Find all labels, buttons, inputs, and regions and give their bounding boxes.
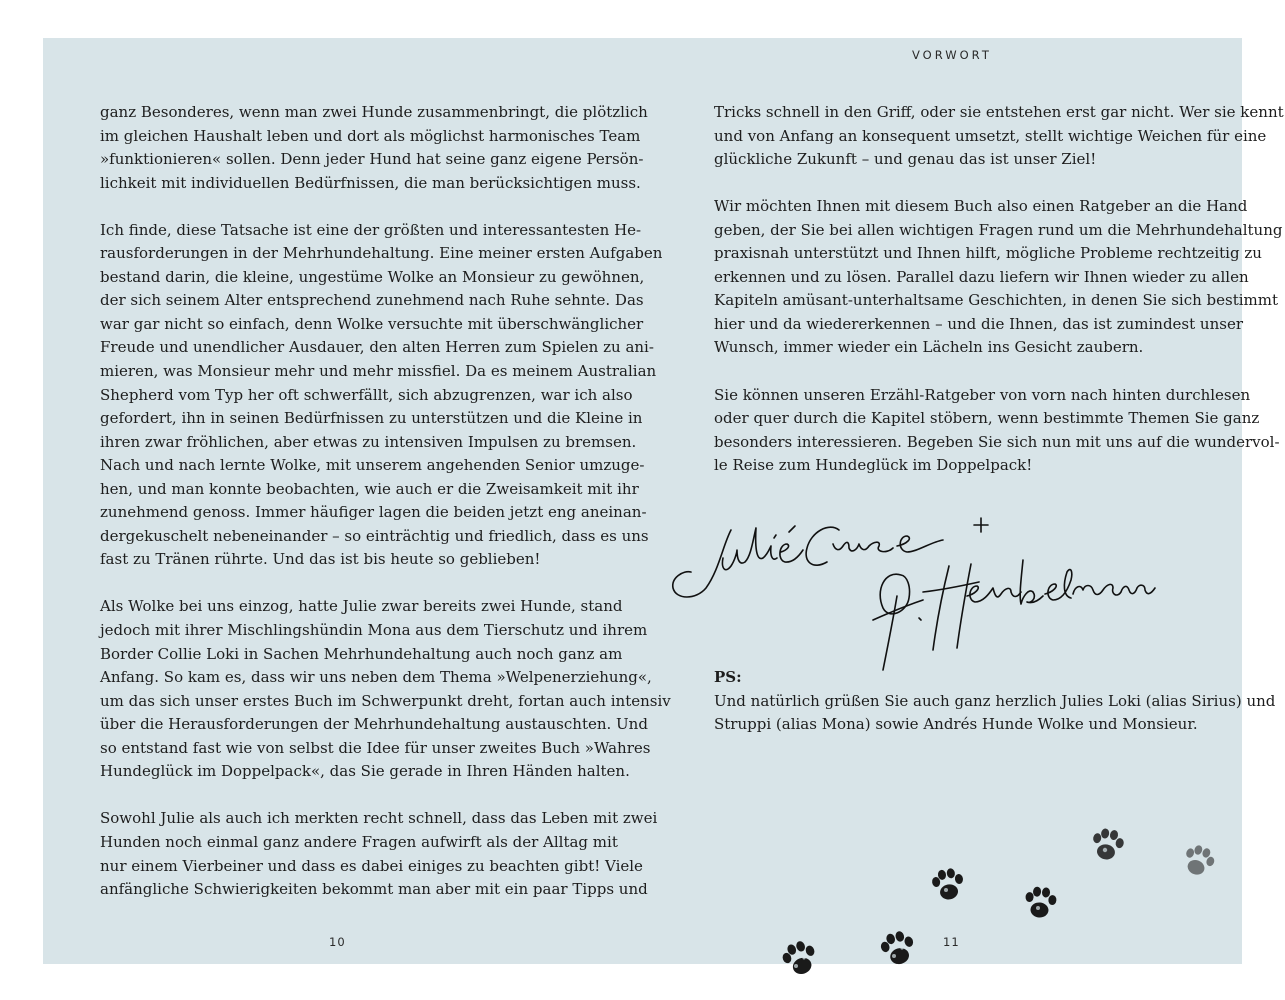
- paw-icon: [878, 928, 918, 967]
- text-line: Freude und unendlicher Ausdauer, den alten Herren zum Spielen zu ani-: [100, 338, 654, 357]
- text-line: dergekuschelt nebeneinander – so einträchtig und friedlich, dass es uns: [100, 526, 649, 545]
- paragraph-gap: [714, 172, 1194, 196]
- text-line: glückliche Zukunft – und genau das ist unser Ziel!: [714, 150, 1097, 169]
- paragraph-gap: [100, 572, 580, 596]
- text-line: Hundeglück im Doppelpack«, das Sie gerade in Ihren Händen halten.: [100, 762, 630, 781]
- page-number-left: 10: [329, 935, 346, 949]
- text-line: gefordert, ihn in seinen Bedürfnissen zu unterstützen und die Kleine in: [100, 409, 643, 428]
- text-line: le Reise zum Hundeglück im Doppelpack!: [714, 456, 1033, 475]
- paw-icon: [930, 866, 966, 901]
- text-line: zunehmend genoss. Immer häufiger lagen die beiden jetzt eng aneinan-: [100, 503, 647, 522]
- left-page-body: [100, 101, 671, 902]
- text-line: erkennen und zu lösen. Parallel dazu liefern wir Ihnen wieder zu allen: [714, 267, 1249, 286]
- text-line: praxisnah unterstützt und Ihnen hilft, mögliche Probleme rechtzeitig zu: [714, 244, 1262, 263]
- handwritten-signature: [661, 500, 1171, 680]
- text-line: Nach und nach lernte Wolke, mit unserem angehenden Senior umzuge-: [100, 456, 645, 475]
- text-line: hier und da wiedererkennen – und die Ihnen, das ist zumindest unser: [714, 314, 1243, 333]
- text-line: lichkeit mit individuellen Bedürfnissen, die man berücksichtigen muss.: [100, 173, 641, 192]
- text-line: Wir möchten Ihnen mit diesem Buch also einen Ratgeber an die Hand: [714, 197, 1248, 216]
- text-line: geben, der Sie bei allen wichtigen Fragen rund um die Mehrhundehaltung: [714, 220, 1283, 239]
- text-line: fast zu Tränen rührte. Und das ist bis heute so geblieben!: [100, 550, 541, 569]
- text-line: »funktionieren« sollen. Denn jeder Hund hat seine ganz eigene Persön-: [100, 150, 644, 169]
- text-line: jedoch mit ihrer Mischlingshündin Mona aus dem Tierschutz und ihrem: [100, 621, 648, 640]
- paw-icon: [1180, 842, 1218, 879]
- text-line: der sich seinem Alter entsprechend zunehmend nach Ruhe sehnte. Das: [100, 291, 644, 310]
- text-line: Anfang. So kam es, dass wir uns neben dem Thema »Welpenerziehung«,: [100, 668, 652, 687]
- paragraph-gap: [100, 784, 580, 808]
- text-line: mieren, was Monsieur mehr und mehr missfiel. Da es meinem Australian: [100, 362, 657, 381]
- left-page: [43, 38, 671, 964]
- text-line: anfängliche Schwierigkeiten bekommt man aber mit ein paar Tipps und: [100, 880, 648, 899]
- text-line: Border Collie Loki in Sachen Mehrhundehaltung auch noch ganz am: [100, 644, 623, 663]
- text-line: Sie können unseren Erzähl-Ratgeber von vorn nach hinten durchlesen: [714, 385, 1251, 404]
- text-line: nur einem Vierbeiner und dass es dabei einiges zu beachten gibt! Viele: [100, 856, 643, 875]
- text-line: besonders interessieren. Begeben Sie sich nun mit uns auf die wundervol-: [714, 432, 1280, 451]
- ps-text-line: Und natürlich grüßen Sie auch ganz herzlich Julies Loki (alias Sirius) und: [714, 691, 1276, 710]
- running-head: VORWORT: [912, 48, 992, 62]
- paw-prints-decoration: [770, 820, 1230, 990]
- page-number-right: 11: [943, 935, 960, 949]
- paragraph-gap: [714, 360, 1194, 384]
- text-line: Shepherd vom Typ her oft schwerfällt, sich abzugrenzen, war ich also: [100, 385, 633, 404]
- text-line: Tricks schnell in den Griff, oder sie entstehen erst gar nicht. Wer sie kennt: [714, 103, 1284, 121]
- text-line: war gar nicht so einfach, denn Wolke versuchte mit überschwänglicher: [100, 314, 644, 333]
- paragraph-gap: [100, 195, 580, 219]
- text-line: Als Wolke bei uns einzog, hatte Julie zwar bereits zwei Hunde, stand: [100, 597, 623, 616]
- text-line: ihren zwar fröhlichen, aber etwas zu intensiven Impulsen zu bremsen.: [100, 432, 637, 451]
- text-line: oder quer durch die Kapitel stöbern, wenn bestimmte Themen Sie ganz: [714, 409, 1260, 428]
- text-line: ganz Besonderes, wenn man zwei Hunde zusammenbringt, die plötzlich: [100, 103, 648, 121]
- ps-label: PS:: [714, 668, 742, 687]
- text-line: bestand darin, die kleine, ungestüme Wolke an Monsieur zu gewöhnen,: [100, 267, 645, 286]
- text-line: Kapiteln amüsant-unterhaltsame Geschichten, in denen Sie sich bestimmt: [714, 291, 1279, 310]
- ps-text-line: Struppi (alias Mona) sowie Andrés Hunde Wolke und Monsieur.: [714, 715, 1198, 734]
- text-line: über die Herausforderungen der Mehrhundehaltung austauschten. Und: [100, 715, 648, 734]
- text-line: Sowohl Julie als auch ich merkten recht schnell, dass das Leben mit zwei: [100, 809, 658, 828]
- text-line: Wunsch, immer wieder ein Lächeln ins Gesicht zaubern.: [714, 338, 1144, 357]
- text-line: rausforderungen in der Mehrhundehaltung. Eine meiner ersten Aufgaben: [100, 244, 663, 263]
- text-line: um das sich unser erstes Buch im Schwerpunkt dreht, fortan auch intensiv: [100, 691, 671, 710]
- text-line: im gleichen Haushalt leben und dort als möglichst harmonisches Team: [100, 126, 641, 145]
- paw-icon: [1090, 827, 1126, 862]
- text-line: und von Anfang an konsequent umsetzt, stellt wichtige Weichen für eine: [714, 126, 1267, 145]
- paw-icon: [1024, 886, 1058, 919]
- text-line: Ich finde, diese Tatsache ist eine der größten und interessantesten He-: [100, 220, 642, 239]
- text-line: hen, und man konnte beobachten, wie auch er die Zweisamkeit mit ihr: [100, 479, 639, 498]
- text-line: so entstand fast wie von selbst die Idee für unser zweites Buch »Wahres: [100, 738, 651, 757]
- text-line: Hunden noch einmal ganz andere Fragen aufwirft als der Alltag mit: [100, 832, 618, 851]
- paw-icon: [779, 937, 821, 978]
